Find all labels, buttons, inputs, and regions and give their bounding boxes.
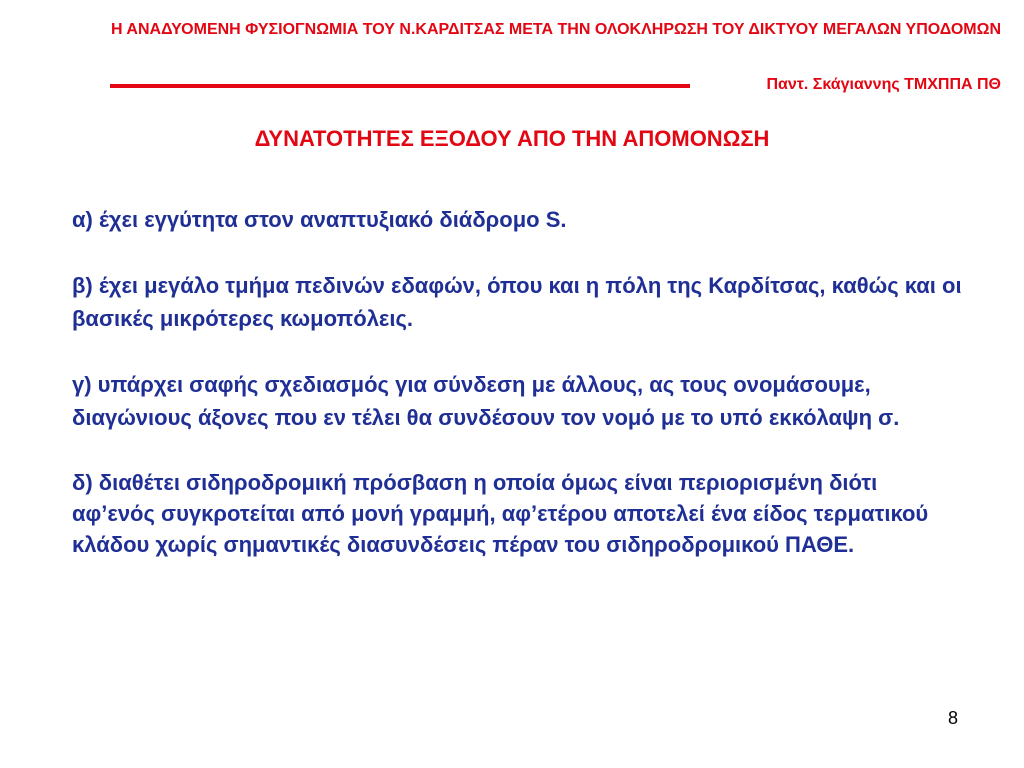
slide-header-title: Η ΑΝΑΔΥΟΜΕΝΗ ΦΥΣΙΟΓΝΩΜΙΑ ΤΟΥ Ν.ΚΑΡΔΙΤΣΑΣ ΜΕΤΑ ΤΗΝ ΟΛΟΚΛΗΡΩΣΗ ΤΟΥ ΔΙΚΤΥΟΥ ΜΕΓΑΛΩΝ ΥΠΟΔΟΜΩΝ — [111, 21, 1001, 38]
list-item-d: δ) διαθέτει σιδηροδρομική πρόσβαση η οποία όμως είναι περιορισμένη διότι αφ’ενός συγκροτείται από μονή γραμμή, αφ’ετέρου αποτελεί ένα είδος τερματικού κλάδου χωρίς σημαντικές διασυνδέσεις πέραν του σιδηροδρομικού ΠΑΘΕ. — [72, 470, 929, 557]
list-item-a: α) έχει εγγύτητα στον αναπτυξιακό διάδρομο S. — [72, 207, 567, 232]
header-divider — [110, 84, 690, 88]
section-heading: ΔΥΝΑΤΟΤΗΤΕΣ ΕΞΟΔΟΥ ΑΠΟ ΤΗΝ ΑΠΟΜΟΝΩΣΗ — [254, 126, 770, 151]
list-item-c: γ) υπάρχει σαφής σχεδιασμός για σύνδεση με άλλους, ας τους ονομάσουμε, διαγώνιους άξονες που εν τέλει θα συνδέσουν τον νομό με το υπό εκκόλαψη σ. — [72, 372, 900, 430]
list-item-b: β) έχει μεγάλο τμήμα πεδινών εδαφών, όπου και η πόλη της Καρδίτσας, καθώς και οι βασικές μικρότερες κωμοπόλεις. — [72, 273, 962, 331]
item-list — [72, 203, 962, 593]
page-number: 8 — [948, 708, 959, 728]
author-credit: Παντ. Σκάγιαννης ΤΜΧΠΠΑ ΠΘ — [766, 76, 1001, 93]
